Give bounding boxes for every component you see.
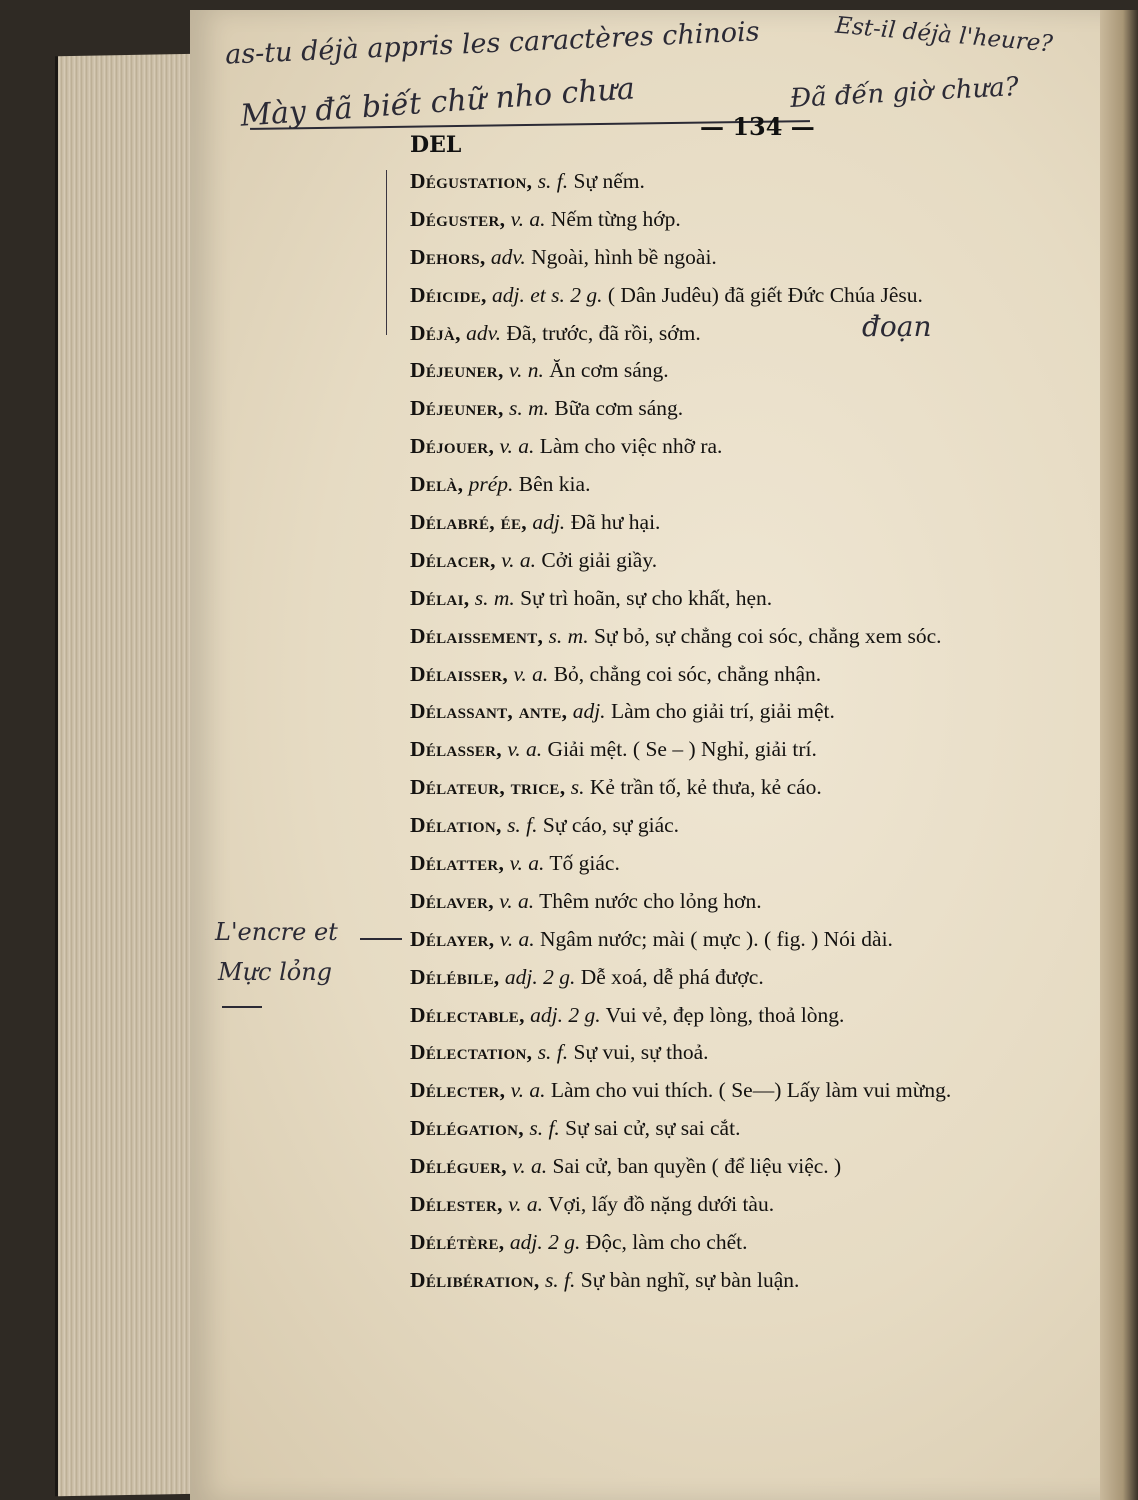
dictionary-entries bbox=[410, 166, 1100, 1303]
dictionary-entry bbox=[410, 280, 1100, 318]
entry-headword: Délacer, bbox=[410, 547, 496, 572]
entry-definition: Bên kia. bbox=[518, 472, 591, 497]
entry-grammar: v. a. bbox=[510, 206, 546, 231]
entry-definition: Sai cử, ban quyền ( để liệu việc. ) bbox=[552, 1154, 842, 1179]
dictionary-entry bbox=[410, 1265, 1100, 1303]
handwritten-note-vietnamese-right: Đã đến giờ chưa? bbox=[789, 72, 1020, 114]
entry-grammar: v. a. bbox=[508, 1192, 544, 1217]
entry-definition: Sự bàn nghĩ, sự bàn luận. bbox=[580, 1267, 800, 1292]
entry-headword: Délateur, trice, bbox=[410, 775, 566, 800]
dictionary-entry bbox=[410, 924, 1100, 962]
handwritten-note-french: as-tu déjà appris les caractères chinois bbox=[224, 16, 761, 71]
entry-grammar: adv. bbox=[466, 320, 501, 345]
entry-grammar: s. m. bbox=[509, 396, 550, 421]
entry-grammar: v. a. bbox=[509, 851, 545, 876]
entry-headword: Déjouer, bbox=[410, 434, 495, 459]
entry-grammar: adj. 2 g. bbox=[509, 1229, 581, 1254]
dictionary-entry bbox=[410, 583, 1100, 621]
entry-grammar: adv. bbox=[490, 244, 526, 269]
entry-definition: Làm cho giải trí, giải mệt. bbox=[610, 699, 835, 724]
entry-headword: Délaver, bbox=[410, 888, 494, 913]
entry-definition: Sự trì hoãn, sự cho khất, hẹn. bbox=[520, 585, 773, 610]
entry-grammar: v. a. bbox=[513, 661, 549, 686]
entry-definition: Vợi, lấy đồ nặng dưới tàu. bbox=[548, 1192, 775, 1217]
entry-headword: Déicide, bbox=[410, 282, 487, 307]
entry-definition: Dễ xoá, dễ phá được. bbox=[580, 964, 764, 989]
guide-word: DEL bbox=[410, 132, 462, 158]
entry-headword: Délation, bbox=[410, 813, 502, 838]
entry-grammar: adj. 2 g. bbox=[504, 964, 576, 989]
entry-definition: Giải mệt. ( Se – ) Nghỉ, giải trí. bbox=[547, 737, 817, 762]
entry-definition: Độc, làm cho chết. bbox=[585, 1229, 748, 1254]
entry-definition: ( Dân Judêu) đã giết Đức Chúa Jêsu. bbox=[607, 282, 923, 307]
dictionary-entry bbox=[410, 242, 1100, 280]
dictionary-entry bbox=[410, 318, 1100, 356]
entry-headword: Délayer, bbox=[410, 926, 495, 951]
dictionary-entry bbox=[410, 1227, 1100, 1265]
entry-grammar: s. f. bbox=[507, 813, 538, 838]
entry-headword: Déjà, bbox=[410, 320, 461, 345]
margin-underline bbox=[222, 1006, 262, 1008]
entry-definition: Sự cáo, sự giác. bbox=[542, 813, 680, 838]
entry-grammar: v. a. bbox=[507, 737, 543, 762]
entry-headword: Déjeuner, bbox=[410, 396, 504, 421]
entry-grammar: v. a. bbox=[510, 1078, 546, 1103]
dictionary-entry bbox=[410, 1113, 1100, 1151]
dictionary-entry bbox=[410, 1189, 1100, 1227]
entry-definition: Sự bỏ, sự chẳng coi sóc, chẳng xem sóc. bbox=[593, 623, 942, 648]
entry-definition: Sự vui, sự thoả. bbox=[573, 1040, 709, 1065]
entry-definition: Bữa cơm sáng. bbox=[554, 396, 684, 421]
margin-dash bbox=[360, 938, 402, 940]
entry-headword: Délabré, ée, bbox=[410, 510, 527, 535]
entry-grammar: adj. bbox=[572, 699, 606, 724]
dictionary-entry bbox=[410, 848, 1100, 886]
dictionary-entry bbox=[410, 772, 1100, 810]
entry-grammar: s. m. bbox=[474, 585, 515, 610]
dictionary-entry bbox=[410, 507, 1100, 545]
entry-headword: Dégustation, bbox=[410, 169, 533, 193]
entry-headword: Délégation, bbox=[410, 1116, 524, 1141]
dictionary-entry bbox=[410, 1000, 1100, 1038]
entry-definition: Ngâm nước; mài ( mực ). ( fig. ) Nói dài. bbox=[540, 926, 893, 951]
page-edges bbox=[55, 54, 198, 1496]
margin-mark bbox=[386, 170, 387, 335]
entry-definition: Đã hư hại. bbox=[570, 510, 661, 535]
dictionary-entry bbox=[410, 393, 1100, 431]
dictionary-entry bbox=[410, 962, 1100, 1000]
entry-definition: Làm cho vui thích. ( Se—) Lấy làm vui mừng. bbox=[550, 1078, 952, 1103]
entry-grammar: prép. bbox=[468, 472, 514, 497]
dictionary-entry bbox=[410, 810, 1100, 848]
entry-headword: Délassant, ante, bbox=[410, 699, 568, 724]
entry-headword: Délectation, bbox=[410, 1040, 533, 1065]
dictionary-entry bbox=[410, 696, 1100, 734]
entry-headword: Déjeuner, bbox=[410, 358, 504, 383]
entry-definition: Ngoài, hình bề ngoài. bbox=[531, 244, 717, 269]
entry-headword: Délester, bbox=[410, 1192, 503, 1217]
entry-headword: Délétère, bbox=[410, 1229, 505, 1254]
entry-definition: Cởi giải giầy. bbox=[541, 547, 658, 572]
entry-headword: Délaissement, bbox=[410, 623, 544, 648]
dictionary-entry bbox=[410, 1037, 1100, 1075]
entry-grammar: adj. et s. 2 g. bbox=[492, 282, 603, 307]
entry-grammar: v. a. bbox=[499, 434, 535, 459]
entry-definition: Vui vẻ, đẹp lòng, thoả lòng. bbox=[605, 1002, 845, 1027]
dictionary-entry bbox=[410, 1151, 1100, 1189]
entry-grammar: adj. bbox=[532, 510, 566, 535]
entry-headword: Delà, bbox=[410, 472, 464, 497]
entry-grammar: v. a. bbox=[499, 888, 535, 913]
entry-definition: Sự sai cử, sự sai cắt. bbox=[565, 1116, 741, 1141]
dictionary-entry bbox=[410, 204, 1100, 242]
page-number: — 134 — bbox=[700, 112, 815, 141]
entry-definition: Ăn cơm sáng. bbox=[549, 358, 669, 383]
entry-headword: Délai, bbox=[410, 585, 470, 610]
entry-headword: Délibération, bbox=[410, 1267, 540, 1292]
entry-definition: Bỏ, chẳng coi sóc, chẳng nhận. bbox=[553, 661, 822, 686]
dictionary-entry bbox=[410, 886, 1100, 924]
dictionary-entry bbox=[410, 355, 1100, 393]
entry-grammar: s. f. bbox=[544, 1267, 576, 1292]
entry-grammar: s. m. bbox=[548, 623, 589, 648]
entry-definition: Nếm từng hớp. bbox=[550, 206, 681, 231]
entry-headword: Délatter, bbox=[410, 851, 505, 876]
handwritten-margin-note-encre: L'encre et bbox=[215, 918, 338, 946]
dictionary-entry bbox=[410, 166, 1100, 204]
entry-headword: Délectable, bbox=[410, 1002, 525, 1027]
dictionary-entry bbox=[410, 431, 1100, 469]
entry-definition: Kẻ trần tố, kẻ thưa, kẻ cáo. bbox=[589, 775, 822, 800]
entry-grammar: v. a. bbox=[512, 1154, 548, 1179]
entry-definition: Đã, trước, đã rồi, sớm. bbox=[506, 320, 701, 345]
entry-headword: Délaisser, bbox=[410, 661, 509, 686]
dictionary-entry bbox=[410, 1075, 1100, 1113]
entry-definition: Tố giác. bbox=[549, 851, 620, 876]
handwritten-margin-note: đoạn bbox=[862, 310, 932, 343]
handwritten-note-vietnamese: Mày đã biết chữ nho chưa bbox=[239, 71, 636, 134]
handwritten-note-french-right: Est-il déjà l'heure? bbox=[834, 12, 1054, 58]
entry-grammar: v. a. bbox=[501, 547, 537, 572]
dictionary-entry bbox=[410, 545, 1100, 583]
entry-headword: Déguster, bbox=[410, 206, 506, 231]
entry-definition: Làm cho việc nhỡ ra. bbox=[539, 434, 723, 459]
entry-grammar: s. f. bbox=[537, 1040, 569, 1065]
entry-headword: Délébile, bbox=[410, 964, 500, 989]
entry-grammar: s. bbox=[570, 775, 585, 800]
entry-grammar: adj. 2 g. bbox=[530, 1002, 601, 1027]
dictionary-entry bbox=[410, 469, 1100, 507]
entry-grammar: s. f. bbox=[537, 169, 569, 193]
facing-page-edge bbox=[1100, 10, 1138, 1500]
entry-headword: Délasser, bbox=[410, 737, 502, 762]
dictionary-entry bbox=[410, 659, 1100, 697]
entry-grammar: s. f. bbox=[529, 1116, 560, 1141]
dictionary-entry bbox=[410, 621, 1100, 659]
entry-headword: Dehors, bbox=[410, 244, 486, 269]
entry-definition: Thêm nước cho lỏng hơn. bbox=[539, 888, 762, 913]
entry-definition: Sự nếm. bbox=[573, 169, 645, 193]
entry-grammar: v. n. bbox=[509, 358, 544, 383]
entry-grammar: v. a. bbox=[499, 926, 535, 951]
entry-headword: Déléguer, bbox=[410, 1154, 507, 1179]
entry-headword: Délecter, bbox=[410, 1078, 506, 1103]
handwritten-margin-note-muc: Mực lỏng bbox=[218, 958, 333, 986]
dictionary-entry bbox=[410, 734, 1100, 772]
